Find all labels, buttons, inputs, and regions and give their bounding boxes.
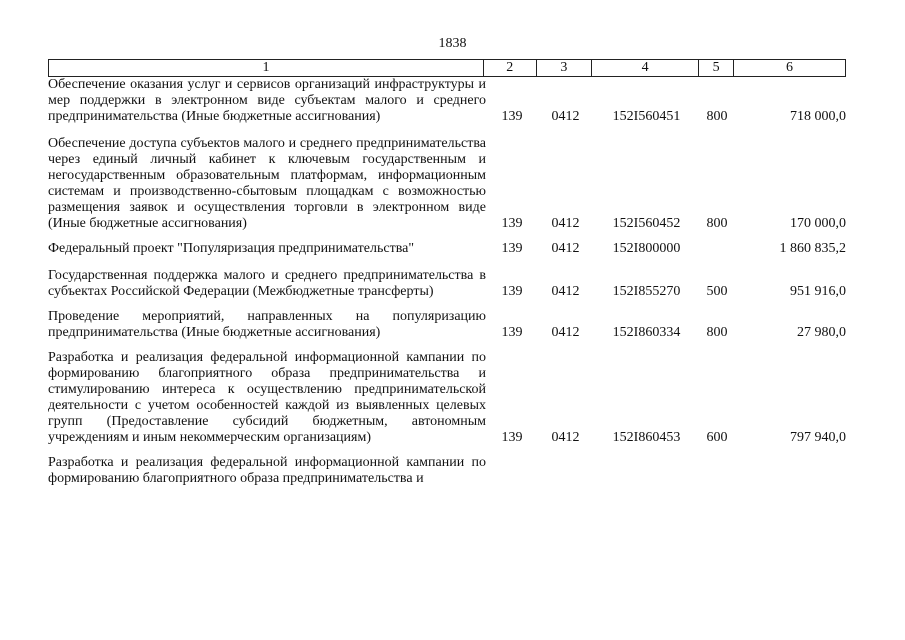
row-section-code: 0412	[551, 284, 580, 299]
row-description: Разработка и реализация федеральной информационной кампании по формированию благоприятного образа предпринимательства и стимулированию интереса к осуществлению предпринимательской деятельности с учетом особенностей каждой из выявленных целевых групп (Предоставление субсидий бюджетным, автономным учреждениям и иным некоммерческим организациям)	[48, 350, 486, 445]
row-expense-type: 600	[706, 430, 728, 445]
table-row	[48, 77, 846, 125]
row-amount: 27 980,0	[797, 325, 846, 340]
row-amount: 718 000,0	[790, 109, 846, 124]
header-col-2: 2	[484, 60, 537, 77]
column-header-row	[48, 59, 846, 77]
header-col-4: 4	[592, 60, 699, 77]
table-row	[48, 241, 846, 257]
row-description: Федеральный проект "Популяризация предпринимательства"	[48, 241, 415, 256]
row-amount: 1 860 835,2	[779, 241, 846, 256]
row-description: Проведение мероприятий, направленных на популяризацию предпринимательства (Иные бюджетные ассигнования)	[48, 309, 486, 340]
row-section-code: 0412	[551, 216, 580, 231]
header-col-6: 6	[733, 60, 845, 77]
row-target-article: 152I855270	[612, 284, 681, 299]
row-expense-type: 500	[706, 284, 728, 299]
page-number: 1838	[438, 36, 467, 51]
table-row	[48, 268, 846, 300]
row-expense-type: 800	[706, 216, 728, 231]
row-ministry-code: 139	[501, 430, 523, 445]
row-section-code: 0412	[551, 241, 580, 256]
row-amount: 170 000,0	[790, 216, 846, 231]
row-ministry-code: 139	[501, 325, 523, 340]
row-ministry-code: 139	[501, 284, 523, 299]
row-expense-type: 800	[706, 109, 728, 124]
table-row	[48, 136, 846, 232]
header-col-1: 1	[49, 60, 484, 77]
row-target-article: 152I860334	[612, 325, 681, 340]
row-description: Обеспечение доступа субъектов малого и среднего предпринимательства через единый личный кабинет к ключевым государственным и негосударственным образовательным платформам, информационным системам и производственно-сбытовым площадкам с возможностью размещения заявок и осуществления торговли в электронном виде (Иные бюджетные ассигнования)	[48, 136, 486, 231]
header-col-3: 3	[536, 60, 592, 77]
row-description: Разработка и реализация федеральной информационной кампании по формированию благоприятного образа предпринимательства и	[48, 455, 486, 486]
row-ministry-code: 139	[501, 216, 523, 231]
row-amount: 951 916,0	[790, 284, 846, 299]
row-target-article: 152I860453	[612, 430, 681, 445]
table-row	[48, 455, 846, 487]
row-amount: 797 940,0	[790, 430, 846, 445]
row-expense-type: 800	[706, 325, 728, 340]
row-description: Государственная поддержка малого и среднего предпринимательства в субъектах Российской Федерации (Межбюджетные трансферты)	[48, 268, 486, 299]
table-row	[48, 309, 846, 341]
row-section-code: 0412	[551, 325, 580, 340]
row-section-code: 0412	[551, 430, 580, 445]
row-section-code: 0412	[551, 109, 580, 124]
budget-table-body	[48, 77, 846, 496]
row-target-article: 152I800000	[612, 241, 681, 256]
row-target-article: 152I560452	[612, 216, 681, 231]
row-description: Обеспечение оказания услуг и сервисов организаций инфраструктуры и мер поддержки в электронном виде субъектам малого и среднего предпринимательства (Иные бюджетные ассигнования)	[48, 77, 486, 124]
table-row	[48, 350, 846, 446]
row-ministry-code: 139	[501, 109, 523, 124]
header-col-5: 5	[699, 60, 734, 77]
row-target-article: 152I560451	[612, 109, 681, 124]
row-ministry-code: 139	[501, 241, 523, 256]
